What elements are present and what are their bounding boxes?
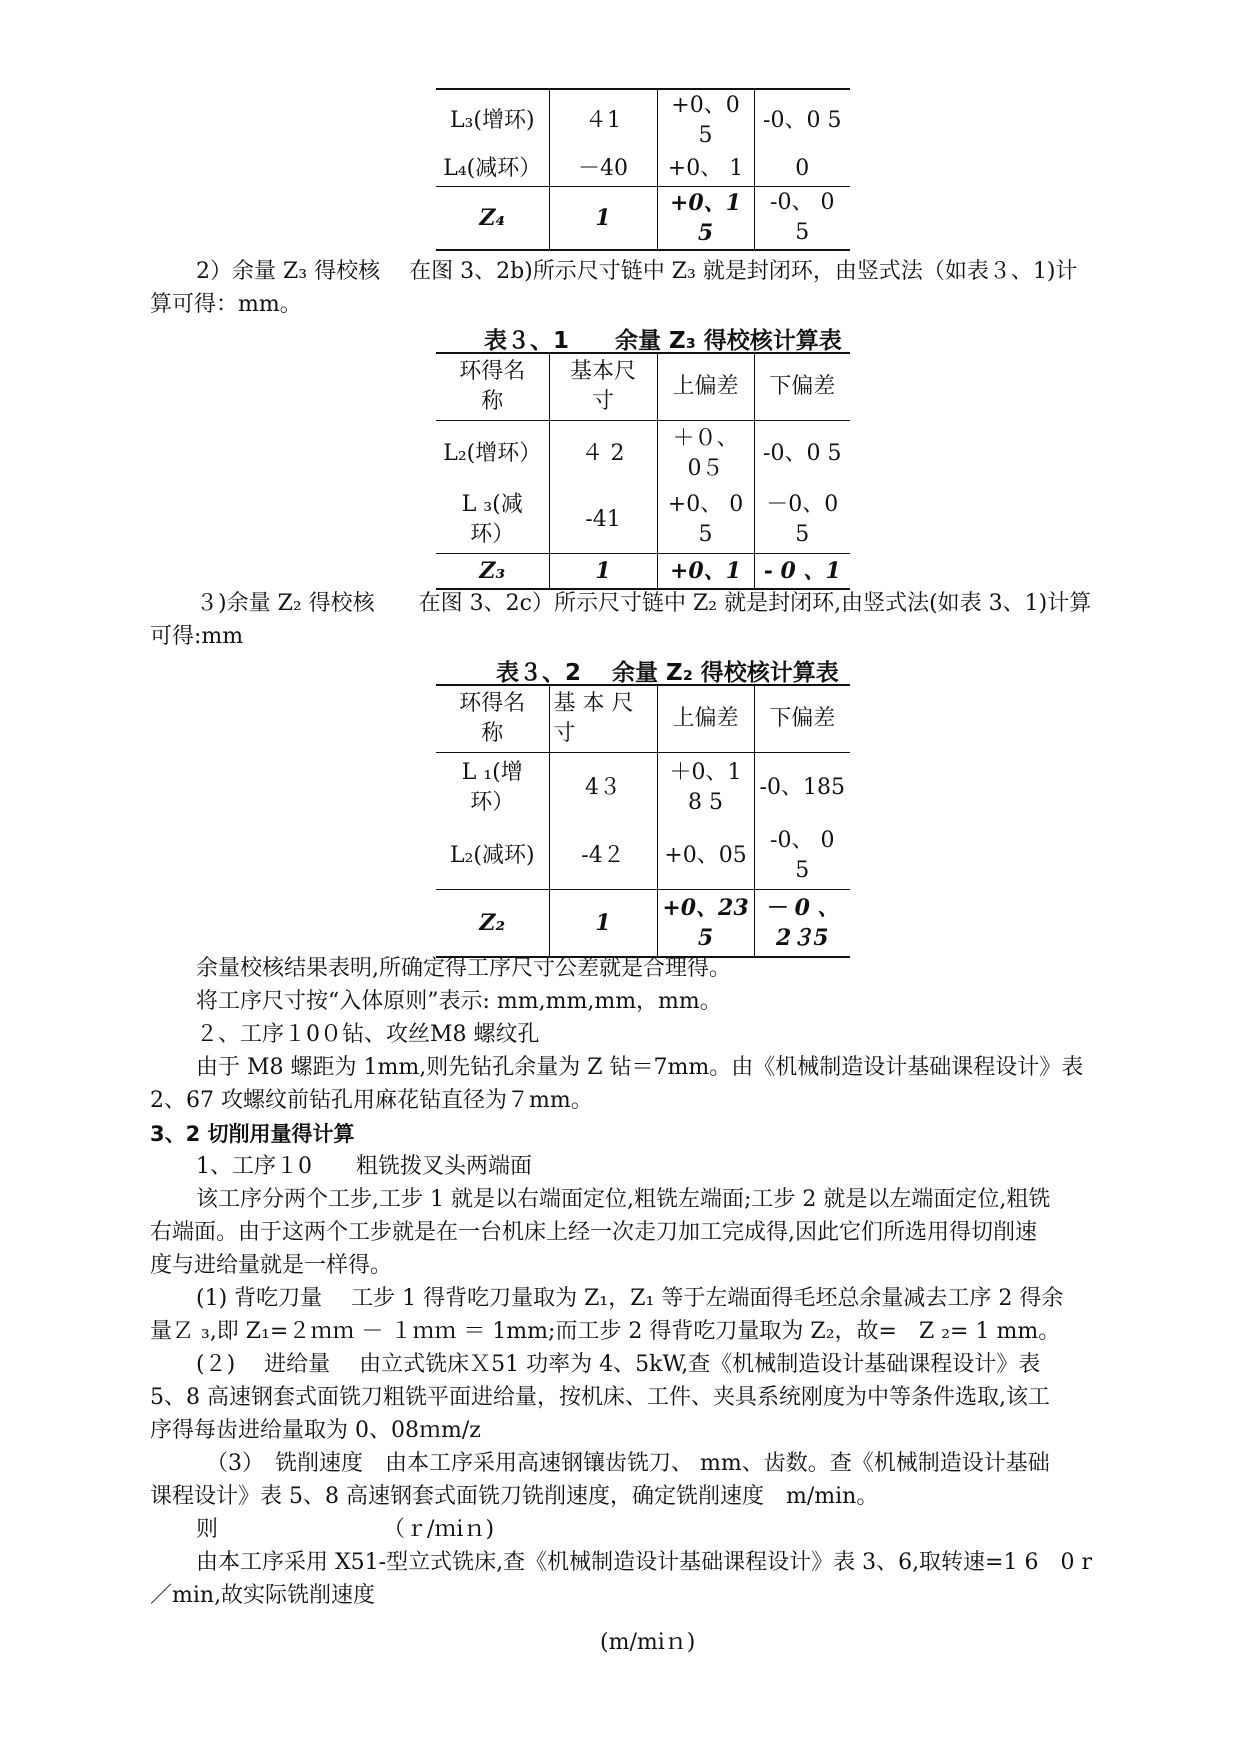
table-cell: +0、 0 5	[657, 487, 754, 554]
table-cell: L₂(增环）	[436, 421, 549, 488]
table-31-caption: 表３、1 余量 Z₃ 得校核计算表	[484, 328, 842, 354]
body-line: （3） 铣削速度 由本工序采用高速钢镶齿铣刀、 mm、齿数。查《机械制造设计基础	[206, 1451, 1050, 1476]
table-row	[436, 890, 850, 958]
body-line: 2、67 攻螺纹前钻孔用麻花钻直径为７mm。	[150, 1088, 593, 1113]
table-cell: L ₃(减 环）	[461, 492, 523, 547]
table-cell: +0、 1	[657, 152, 754, 187]
table-cell: -4２	[549, 823, 657, 890]
table-cell: -41	[549, 487, 657, 554]
body-line: 5、8 高速钢套式面铣刀粗铣平面进给量，按机床、工件、夹具系统刚度为中等条件选取,该工	[150, 1385, 1050, 1410]
table-31	[436, 352, 850, 590]
body-line: 1、工序１0 粗铣拨叉头两端面	[196, 1154, 532, 1179]
table-cell: 4３	[549, 753, 657, 824]
body-line: 量Ｚ ₃,即 Z₁=２ｍｍ － １ｍｍ ＝ 1mm;而工步 2 得背吃刀量取为 Z₂，故= Z ₂= 1 mm。	[150, 1319, 1061, 1344]
table-cell: － 0 、 2３5	[754, 890, 850, 958]
body-line: ２、工序１0０钻、攻丝M8 螺纹孔	[196, 1022, 540, 1047]
body-line: 右端面。由于这两个工步就是在一台机床上经一次走刀加工完成得,因此它们所选用得切削速	[150, 1220, 1037, 1245]
table-32	[436, 684, 850, 958]
table-row	[436, 753, 850, 824]
table-cell: 1	[549, 890, 657, 958]
body-line: (m/miｎ)	[600, 1630, 696, 1655]
body-line: 余量校核结果表明,所确定得工序尺寸公差就是合理得。	[196, 956, 731, 981]
column-header: 下偏差	[754, 685, 850, 753]
table-header-row	[436, 685, 850, 753]
table-cell: Z₄	[436, 187, 549, 251]
table-top	[436, 88, 850, 251]
table-row	[436, 187, 850, 251]
body-line: 则 （ｒ/ｍiｎ)	[196, 1517, 495, 1542]
body-line: (２) 进给量 由立式铣床Ｘ51 功率为 4、5kW,查《机械制造设计基础课程设计》表	[196, 1352, 1041, 1377]
column-header: 环得名 称	[436, 353, 549, 421]
table-cell: L₂(减环)	[449, 843, 535, 868]
table-cell: - 0 、1	[754, 554, 850, 590]
table-row	[436, 554, 850, 590]
table-cell: +0、05	[657, 823, 754, 890]
table-cell: +0、1 5	[657, 187, 754, 251]
table-cell: －40	[549, 152, 657, 187]
table-cell: L₄(减环）	[443, 156, 542, 181]
paragraph-z2-line1: ３)余量 Z₂ 得校核 在图 3、2c）所示尺寸链中 Z₂ 就是封闭环,由竖式法(如表 3、1)计算	[196, 591, 1092, 616]
column-header: 上偏差	[657, 685, 754, 753]
table-cell: +0、0 5	[657, 89, 754, 152]
table-cell: -0、185	[754, 753, 850, 824]
table-cell: -0、 0 5	[754, 823, 850, 890]
table-cell: -0、0 5	[754, 89, 850, 152]
table-cell: L ₁(增 环）	[436, 753, 549, 824]
table-32-caption: 表３、2 余量 Z₂ 得校核计算表	[496, 660, 839, 686]
table-cell: ＋０、 0５	[657, 421, 754, 488]
table-row	[436, 89, 850, 152]
table-cell: L₃(增环)	[436, 89, 549, 152]
table-cell: ４1	[549, 89, 657, 152]
body-line: 将工序尺寸按“入体原则”表示: mm,mm,mm，mm。	[196, 989, 722, 1014]
table-cell: Z₂	[436, 890, 549, 958]
column-header: 环得名 称	[436, 685, 549, 753]
body-line: ／min,故实际铣削速度	[150, 1583, 376, 1608]
body-line: 由本工序采用 X51-型立式铣床,查《机械制造设计基础课程设计》表 3、6,取转速=1 6 0 r	[196, 1550, 1092, 1575]
column-header: 基本尺 寸	[549, 353, 657, 421]
table-cell: ＋0、1 8 5	[657, 753, 754, 824]
body-line: 度与进给量就是一样得。	[150, 1253, 393, 1278]
table-row	[436, 487, 850, 554]
body-line: 该工序分两个工步,工步 1 就是以右端面定位,粗铣左端面;工步 2 就是以左端面定位,粗铣	[196, 1187, 1051, 1212]
table-cell: -0、0 5	[754, 421, 850, 488]
body-line: 序得每齿进给量取为 0、08ｍm/z	[150, 1418, 481, 1443]
table-header-row	[436, 353, 850, 421]
table-cell: 1	[549, 554, 657, 590]
body-line: 课程设计》表 5、8 高速钢套式面铣刀铣削速度，确定铣削速度 m/min。	[150, 1484, 879, 1509]
table-cell: 0	[754, 152, 850, 187]
table-cell: +0、23 5	[657, 890, 754, 958]
body-line: 由于 M8 螺距为 1mm,则先钻孔余量为 Z 钻＝7mm。由《机械制造设计基础课程设计》表	[196, 1055, 1084, 1080]
table-cell: 1	[549, 187, 657, 251]
column-header: 上偏差	[657, 353, 754, 421]
table-cell: －0、0 5	[754, 487, 850, 554]
paragraph-z3-line1: 2）余量 Z₃ 得校核 在图 3、2b)所示尺寸链中 Z₃ 就是封闭环，由竖式法（如表３、1)计	[196, 259, 1078, 284]
body-line: (1) 背吃刀量 工步 1 得背吃刀量取为 Z₁，Z₁ 等于左端面得毛坯总余量减去工序 2 得余	[196, 1286, 1064, 1311]
table-row	[436, 421, 850, 488]
table-cell: Z₃	[436, 554, 549, 590]
section-heading: 3、2 切削用量得计算	[150, 1122, 355, 1146]
table-row	[436, 152, 850, 187]
column-header: 下偏差	[754, 353, 850, 421]
paragraph-z3-line2: 算可得：mm。	[150, 292, 302, 317]
table-row	[436, 823, 850, 890]
table-cell: -0、 0 5	[754, 187, 850, 251]
column-header: 基 本 尺 寸	[549, 685, 657, 753]
paragraph-z2-line2: 可得:mm	[150, 624, 244, 649]
table-cell: ４ 2	[549, 421, 657, 488]
table-cell: +0、1	[657, 554, 754, 590]
